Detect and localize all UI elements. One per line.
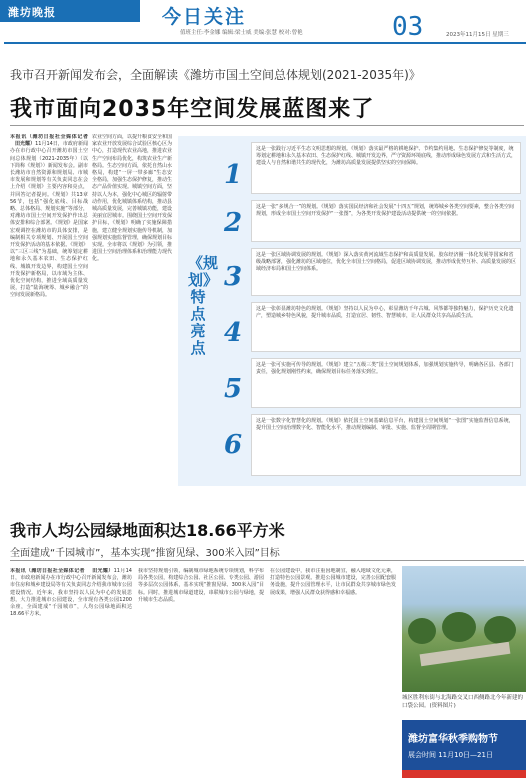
ad-title: 潍坊富华秋季购物节 [408,734,498,745]
highlight-number-3: 3 [224,262,243,292]
article2-headline: 我市人均公园绿地面积达18.66平方米 [10,521,285,540]
article2-column-1 [10,568,132,778]
path-shape [420,642,511,666]
highlight-number-2: 2 [224,208,243,238]
highlight-box-5 [251,358,521,408]
staff-credits: 值班主任:李金娜 编辑:梁士威 美编:张慧 校对:曾艳 [180,30,303,36]
issue-date: 2023年11月15日 星期三 [446,32,509,38]
article1-divider [10,125,524,126]
shopping-festival-ad[interactable] [402,720,526,778]
article2-col3-text: 在公园建设中，我市注重因地制宜，融入地域文化元素，打造特色公园景观。推进公园城市建设，完善公园配套服务设施，提升公园管理水平，让市民群众共享城市绿色发展成果，增强人民群众获得感和幸福感。 [270,568,396,596]
highlight-text-3: 这是一张区域协调发展的规划。《规划》深入落实黄河流域生态保护和高质量发展、胶东经济圈一体化发展等国家和省级战略部署，强化潍坊的区域地位，优化全市国土空间格局，促进区域协调发展，推动形成优势互补、高质量发展的区域经济布局和国土空间体系。 [256,252,517,272]
highlight-number-6: 6 [224,430,243,460]
highlight-text-6: 这是一张数字化智慧化的规划。《规划》依托国土空间基础信息平台，构建国土空间规划“一张图”实施监督信息系统，提升国土空间治理数字化、智能化水平，推动规划编制、审批、实施、监督全周期管理。 [256,418,514,431]
article1-kicker: 我市召开新闻发布会，全面解读《潍坊市国土空间总体规划(2021-2035年)》 [10,68,421,82]
article2-column-3 [270,568,396,778]
header-divider [4,42,526,44]
article2-subhead: 全面建成“千园城市”，基本实现“推窗见绿、300米入园”目标 [10,548,280,559]
highlight-box-4 [251,302,521,352]
highlight-box-6 [251,414,521,476]
article2-byline: 本报讯（潍坊日报社全媒体记者 田光耀） [10,568,114,574]
highlight-number-5: 5 [224,374,243,404]
article2-col1-text: 11月14日，市政府新闻办在市行政中心召开新闻发布会，潍坊市住房和城乡建设局等有关负责同志介绍我市城市公园建设情况。近年来，我市坚持以人民为中心的发展思想，大力推进城市公园建设，全市现有各类公园1200余座，全面建成“千园城市”，人均公园绿地面积达18.66平方米。 [10,568,132,618]
article1-col2-text: 农业空间方面，以提升粮食安全和国家农业开放发展综合试验区核心区为中心，打造现代农业高地，推进农业生产空间布局优化，构筑农业生产新格局。生态空间方面，依托自然山水格局，构建“一屏一带多廊”生态安全格局，加强生态保护修复，推动生态产品价值实现。城镇空间方面，坚持以人为本，强化中心城区的辐射带动作用，优化城镇体系结构，推动县城高质量发展，完善城镇功能，建设美丽宜居城市。围绕国土空间开发保护目标，《规划》明确了实施保障措施，建立健全规划实施传导机制，加强规划实施监督管理，确保规划目标实现。全市将以《规划》为引领，推进国土空间治理体系和治理能力现代化。 [92,134,172,263]
ad-date: 展会时间 11月10日—21日 [408,751,493,759]
tree-shape [408,618,436,644]
ad-accent-bar [402,770,526,778]
article2-column-2 [138,568,264,778]
header-brand-bar [0,0,140,22]
highlight-number-4: 4 [224,318,243,348]
page-header [0,0,530,40]
article1-byline: 本报讯（潍坊日报社全媒体记者 田光耀） [10,134,88,148]
photo-caption: 城区胜利东街与北海路交叉口西侧路北今年新建的口袋公园。(资料图片) [402,695,524,709]
highlight-text-5: 这是一张可实施可传导的规划。《规划》建立“五级三类”国土空间规划体系，加强规划实施传导，明确各区县、各部门责任，强化规划刚性约束，确保规划目标任务落实到位。 [256,362,514,375]
tree-shape [484,616,516,644]
article1-column-1 [10,134,88,506]
tree-shape [442,612,476,642]
page-number: 03 [392,12,424,42]
highlight-box-3 [251,248,521,296]
highlight-box-2 [251,200,521,242]
section-title: 今日关注 [162,6,247,28]
park-photo [402,566,526,692]
newspaper-brand: 潍坊晚报 [8,6,56,19]
article2-col2-text: 我市坚持规划引领，编制城市绿地系统专项规划，科学布局各类公园，构建综合公园、社区公园、专类公园、游园等多层次公园体系，基本实现“推窗见绿、300米入园”目标。同时，推进城市绿道建设，串联城市公园与绿地，提升城市生态品质。 [138,568,264,603]
article1-column-2 [92,134,172,506]
highlight-text-1: 这是一张践行习近平生态文明思想的规划。《规划》落实最严格的耕地保护、节约集约用地、生态保护修复等制度，统筹划定耕地和永久基本农田、生态保护红线、城镇开发边界，严守资源环境底线，推动形成绿色发展方式和生活方式，建设人与自然和谐共生的现代化，为潍坊高质量发展提供坚实的空间保障。 [256,146,517,166]
article1-col1-text: 11月14日，市政府新闻办在市行政中心召开潍坊市国土空间总体规划（2021-2035年）（以下简称《规划》）新闻发布会。副市长潍坊市自然资源和规划局、市城市发展和规划等有关负责同志在会上介绍《规划》主要内容和亮点，并回答记者提问。《规划》共13章56节，包括“强化底线、目标战略、总体格局、规划实施”等部分，对潍坊市国土空间开发保护作出总体安排和综合部署。《规划》是国家宏观调控在潍坊市的具体安排，是编制相关专项规划、开展国土空间开发保护活动的基本依据。《规划》以“三区三线”为基础，统筹划定耕地和永久基本农田、生态保护红线、城镇开发边界，构建国土空间开发保护新格局，以市域为主体、优化空间结构，推进全域高质量发展，打造“陆海统筹、城乡融合”的空间发展新格局。 [10,141,88,299]
highlight-text-4: 这是一张彰显潍坊特色的规划。《规划》坚持以人民为中心，彰显潍坊千年古城、风筝都等独特魅力，保护历史文化遗产，塑造城乡特色风貌，提升城市品质，打造宜居、韧性、智慧城市，让人民群众共享高品质生活。 [256,306,514,319]
highlights-title: 《规划》特点亮点 [188,254,219,357]
highlight-number-1: 1 [224,160,243,190]
article2-divider [10,560,524,561]
highlight-box-1 [251,142,521,194]
highlight-text-2: 这是一张“多规合一”的规划。《规划》落实国民经济和社会发展“十四五”规划，统筹城乡各类空间要素，整合各类空间规划，形成全市国土空间开发保护“一张图”，为各类开发保护建设活动提供统一的空间依据。 [256,204,514,217]
article1-headline: 我市面向2035年空间发展蓝图来了 [10,97,375,122]
